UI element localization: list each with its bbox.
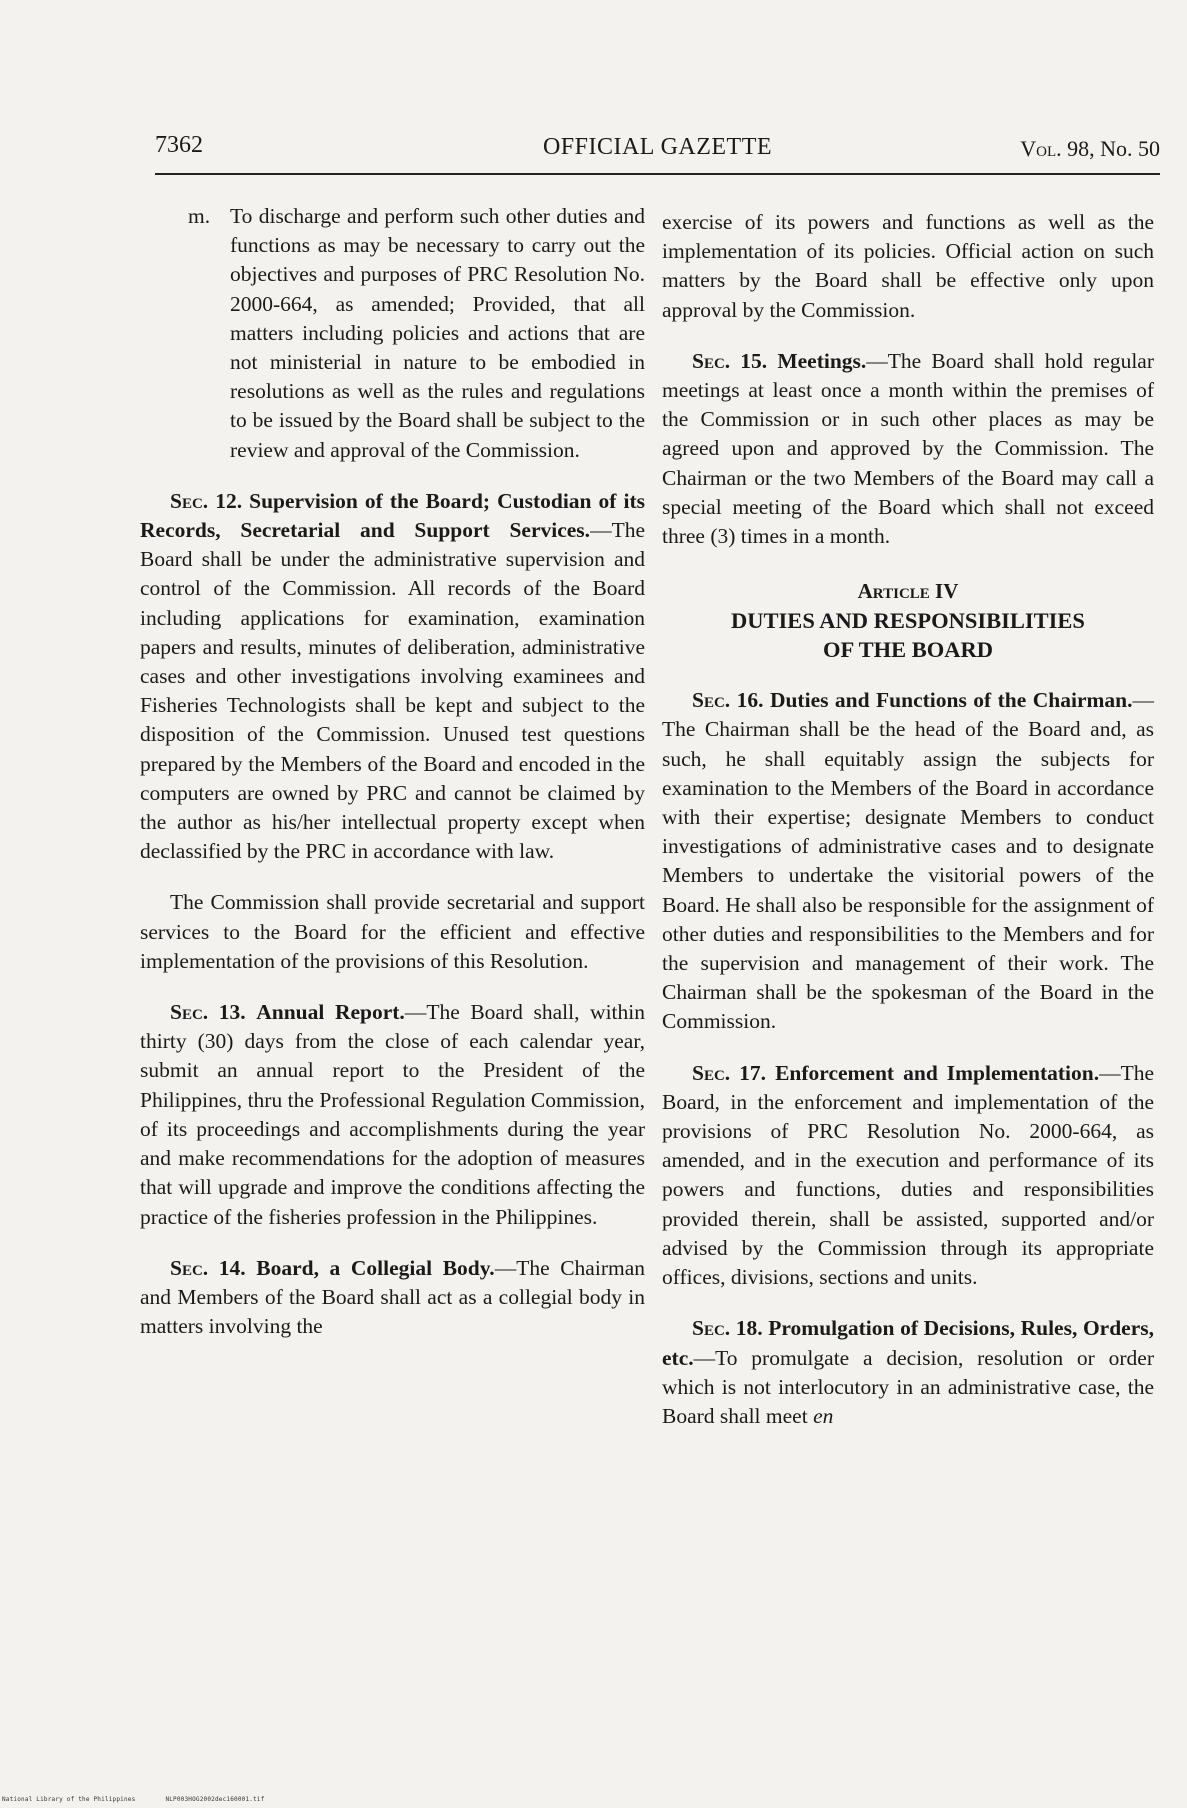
section-17-label: Sec. 17.	[692, 1060, 767, 1085]
continued-paragraph: exercise of its powers and functions as well as the implementation of its policies. Official action on such matters by the Board shall be effective only upon approval by the Commission.	[662, 210, 1154, 322]
article-title-line-2: OF THE BOARD	[822, 637, 994, 663]
list-item-label: m.	[188, 204, 211, 228]
section-13-label: Sec. 13.	[170, 1000, 246, 1025]
section-18	[662, 1314, 1154, 1431]
header-rule	[155, 173, 1160, 175]
section-13	[140, 998, 645, 1232]
volume-issue	[1020, 136, 1160, 162]
section-13-title: Annual Report.	[256, 1000, 405, 1025]
section-18-title: Promulgation of Decisions, Rules, Orders, etc.	[662, 1316, 1154, 1370]
section-13-body: —The Board shall, within thirty (30) days from the close of each calendar year, submit an annual report to the President of the Philippines, thru the Professional Regulation Commission, of its proceedings and accomplishments during the year and make recommendations for the adoption of measures that will upgrade and improve the conditions affecting the practice of the fisheries profession in the Philippines.	[140, 1000, 645, 1229]
running-head	[155, 132, 1160, 172]
section-18-body: —To promulgate a decision, resolution or order which is not interlocutory in an administrative case, the Board shall meet	[662, 1345, 1154, 1428]
section-14	[140, 1254, 645, 1342]
section-18-label: Sec. 18.	[692, 1316, 763, 1341]
section-16	[662, 686, 1154, 1036]
right-column	[662, 208, 1154, 1453]
volume-prefix: Vol.	[1020, 136, 1062, 161]
list-item-text: To discharge and perform such other duties and functions as may be necessary to carry out the objectives and purposes of PRC Resolution No. 2000-664, as amended; Provided, that all matters including policies and actions that are not ministerial in nature to be embodied in resolutions as well as the rules and regulations to be issued by the Board shall be subject to the review and approval of the Commission.	[230, 204, 645, 462]
section-15	[662, 347, 1154, 551]
list-item-m	[140, 202, 645, 465]
article-heading	[662, 577, 1154, 664]
scan-footer	[2, 1796, 265, 1803]
section-15-title: Meetings.	[777, 348, 867, 373]
section-14-title: Board, a Collegial Body.	[256, 1255, 495, 1280]
left-column	[140, 202, 645, 1363]
section-14-body: —The Chairman and Members of the Board shall act as a collegial body in matters involving the	[140, 1255, 645, 1339]
section-16-title: Duties and Functions of the Chairman.	[769, 688, 1133, 713]
section-18-italic-tail: en	[813, 1403, 834, 1428]
section-15-label: Sec. 15.	[692, 348, 768, 373]
article-title-line-1: DUTIES AND RESPONSIBILITIES	[731, 608, 1085, 634]
section-17	[662, 1059, 1154, 1293]
volume-number: 98, No. 50	[1061, 136, 1160, 161]
scan-file-id: NLP003HOG2002dec160001.tif	[165, 1796, 265, 1803]
section-16-label: Sec. 16.	[692, 688, 764, 713]
publication-title: OFFICIAL GAZETTE	[542, 134, 773, 160]
section-12	[140, 487, 645, 867]
section-12-label: Sec. 12.	[170, 488, 243, 513]
section-12-body: —The Board shall be under the administrative supervision and control of the Commission. All records of the Board including applications for examination, examination papers and results, minutes of deliberation, administrative cases and other investigations involving examinees and Fisheries Technologists shall be kept and subject to the disposition of the Commission. Unused test questions prepared by the Members of the Board and encoded in the computers are owned by PRC and cannot be claimed by the author as his/her intellectual property except when declassified by the PRC in accordance with law.	[140, 518, 645, 864]
section-12-paragraph-2: The Commission shall provide secretarial and support services to the Board for the efficient and effective implementation of the provisions of this Resolution.	[140, 890, 645, 973]
page-number: 7362	[155, 132, 203, 158]
section-17-body: —The Board, in the enforcement and implementation of the provisions of PRC Resolution No. 2000-664, as amended, and in the execution and performance of its powers and functions, duties and responsibilities provided therein, shall be assisted, supported and/or advised by the Commission through its appropriate offices, divisions, sections and units.	[662, 1060, 1155, 1290]
article-number: Article IV	[857, 579, 959, 604]
section-16-body: —The Chairman shall be the head of the Board and, as such, he shall equitably assign the subjects for examination to the Members of the Board in accordance with their expertise; designate Members to conduct investigations of administrative cases and to designate Members to undertake the visitorial powers of the Board. He shall also be responsible for the assignment of other duties and responsibilities to the Members and for the supervision and management of their work. The Chairman shall be the spokesman of the Board in the Commission.	[662, 688, 1154, 1034]
section-17-title: Enforcement and Implementation.	[775, 1060, 1100, 1085]
library-credit: National Library of the Philippines	[2, 1796, 136, 1803]
section-14-label: Sec. 14.	[170, 1255, 246, 1280]
section-15-body: —The Board shall hold regular meetings at least once a month within the premises of the Commission or in such other places as may be agreed upon and approved by the Commission. The Chairman or the two Members of the Board may call a special meeting of the Board which shall not exceed three (3) times in a month.	[662, 348, 1155, 549]
section-12-title: Supervision of the Board; Custodian of its Records, Secretarial and Support Services.	[140, 488, 646, 543]
